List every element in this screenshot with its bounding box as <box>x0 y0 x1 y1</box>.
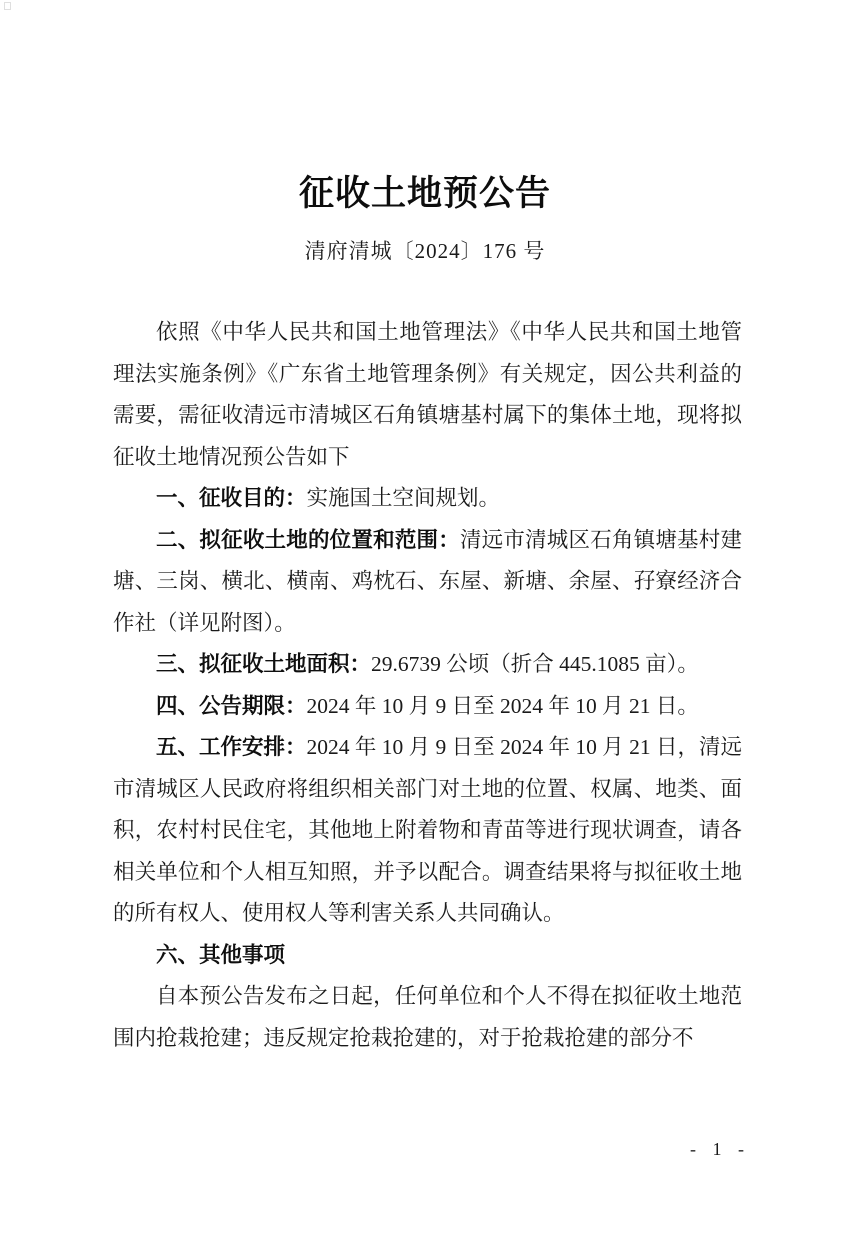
section-area <box>113 644 742 686</box>
document-title: 征收土地预公告 <box>298 174 551 214</box>
section-location-head: 二、拟征收土地的位置和范围： <box>156 527 460 552</box>
section-other-matters <box>113 935 742 977</box>
section-notice-period <box>113 686 742 728</box>
section-location <box>113 520 742 645</box>
section-purpose-head: 一、征收目的： <box>156 486 307 510</box>
document-number: 清府清城〔2024〕176 号 <box>304 239 546 263</box>
document-body <box>113 312 742 1059</box>
section-notice-period-body: 2024 年 10 月 9 日至 2024 年 10 月 21 日。 <box>306 693 699 718</box>
section-work-plan <box>113 727 742 935</box>
intro-paragraph: 依照《中华人民共和国土地管理法》《中华人民共和国土地管理法实施条例》《广东省土地管理条例》有关规定，因公共利益的需要，需征收清远市清城区石角镇塘基村属下的集体土地，现将拟征收土地情况预公告如下 <box>113 320 742 469</box>
section-location-body: 清远市清城区石角镇塘基村建塘、三岗、横北、横南、鸡枕石、东屋、新塘、余屋、孖寮经济合作社（详见附图）。 <box>113 527 742 635</box>
section-purpose <box>113 478 742 520</box>
closing-paragraph: 自本预公告发布之日起，任何单位和个人不得在拟征收土地范围内抢栽抢建；违反规定抢栽抢建的，对于抢栽抢建的部分不 <box>113 984 742 1050</box>
section-other-matters-head: 六、其他事项 <box>156 942 286 967</box>
section-area-head: 三、拟征收土地面积： <box>156 652 372 676</box>
section-work-plan-body: 2024 年 10 月 9 日至 2024 年 10 月 21 日，清远市清城区人民政府将组织相关部门对土地的位置、权属、地类、面积，农村村民住宅，其他地上附着物和青苗等进行现状调查，请各相关单位和个人相互知照，并予以配合。调查结果将与拟征收土地的所有权人、使用权人等利害关系人共同确认。 <box>113 735 742 925</box>
section-purpose-body: 实施国土空间规划。 <box>306 486 501 510</box>
section-work-plan-head: 五、工作安排： <box>156 735 307 759</box>
section-notice-period-head: 四、公告期限： <box>156 693 307 718</box>
page-number: - 1 - <box>690 1139 750 1159</box>
section-area-body: 29.6739 公顷（折合 445.1085 亩）。 <box>371 652 699 676</box>
scan-artifact <box>4 2 11 10</box>
